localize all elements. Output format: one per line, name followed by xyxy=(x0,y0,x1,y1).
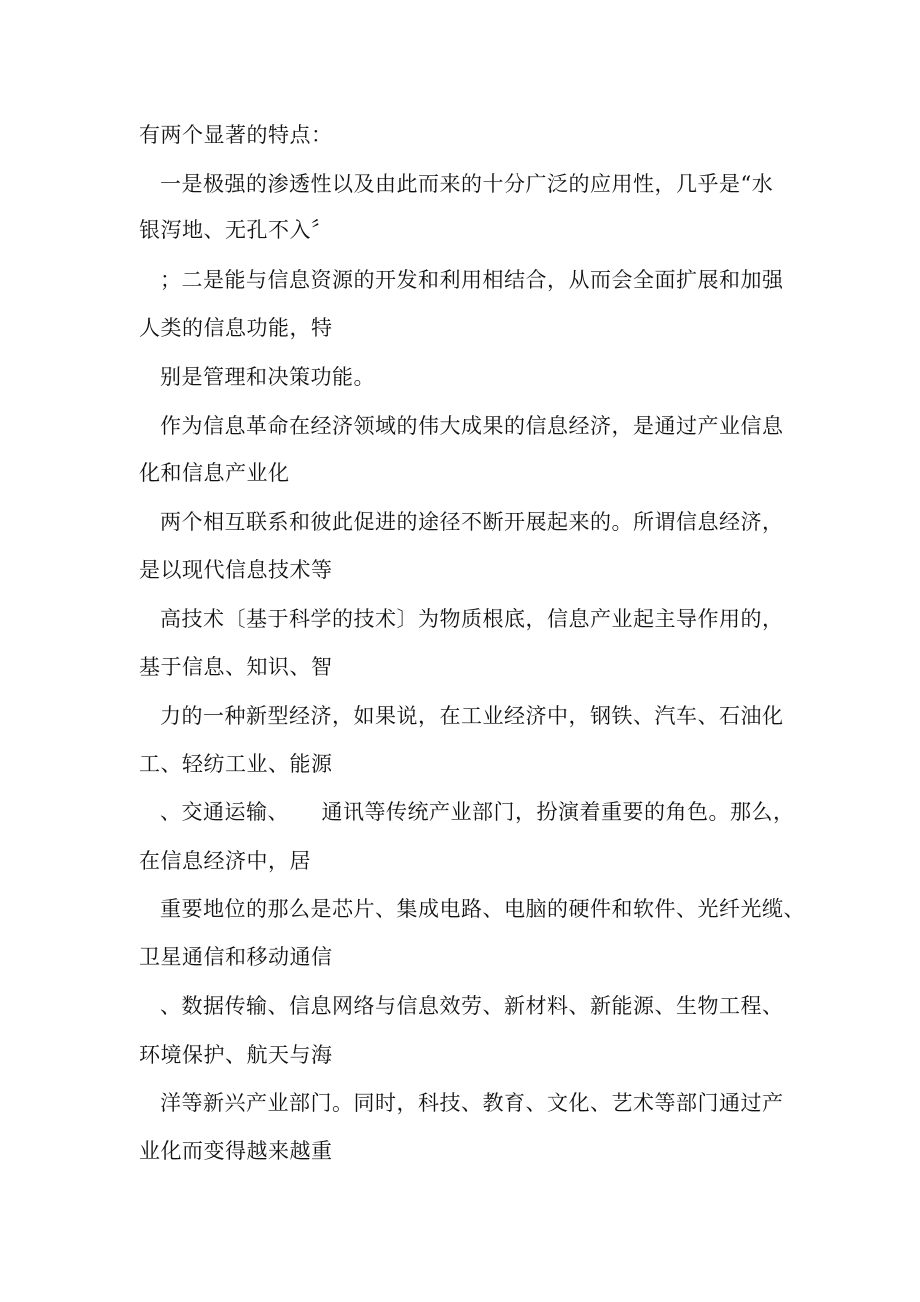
text-line: 高技术〔基于科学的技术〕为物质根底，信息产业起主导作用的， xyxy=(160,607,784,631)
text-line: 、数据传输、信息网络与信息效劳、新材料、新能源、生物工程、 xyxy=(160,994,784,1018)
text-line: 有两个显著的特点： xyxy=(139,123,333,147)
text-line: 作为信息革命在经济领域的伟大成果的信息经济，是通过产业信息 xyxy=(160,414,784,438)
text-line: ；二是能与信息资源的开发和利用相结合，从而会全面扩展和加强 xyxy=(160,268,784,292)
text-line: 重要地位的那么是芯片、集成电路、电脑的硬件和软件、光纤光缆、 xyxy=(160,897,805,921)
text-line: 力的一种新型经济，如果说，在工业经济中，钢铁、汽车、石油化 xyxy=(160,704,784,728)
text-line: 工、轻纺工业、能源 xyxy=(139,752,333,776)
text-line: 环境保护、航天与海 xyxy=(139,1043,333,1067)
text-line: 洋等新兴产业部门。同时，科技、教育、文化、艺术等部门通过产 xyxy=(160,1091,784,1115)
text-line: 卫星通信和移动通信 xyxy=(139,945,333,969)
text-line: 一是极强的渗透性以及由此而来的十分广泛的应用性，几乎是“水 xyxy=(160,172,774,196)
text-line: 是以现代信息技术等 xyxy=(139,558,333,582)
text-line: 业化而变得越来越重 xyxy=(139,1139,333,1163)
text-line: 两个相互联系和彼此促进的途径不断开展起来的。所谓信息经济， xyxy=(160,510,784,534)
text-line: 基于信息、知识、智 xyxy=(139,655,333,679)
text-line: 化和信息产业化 xyxy=(139,461,290,485)
text-line: 在信息经济中，居 xyxy=(139,849,311,873)
text-line: 人类的信息功能，特 xyxy=(139,316,333,340)
text-line: 别是管理和决策功能。 xyxy=(160,365,375,389)
text-line: 银泻地、无孔不入〞 xyxy=(139,218,333,242)
text-line: 、交通运输、 通讯等传统产业部门，扮演着重要的角色。那么， xyxy=(160,800,795,824)
